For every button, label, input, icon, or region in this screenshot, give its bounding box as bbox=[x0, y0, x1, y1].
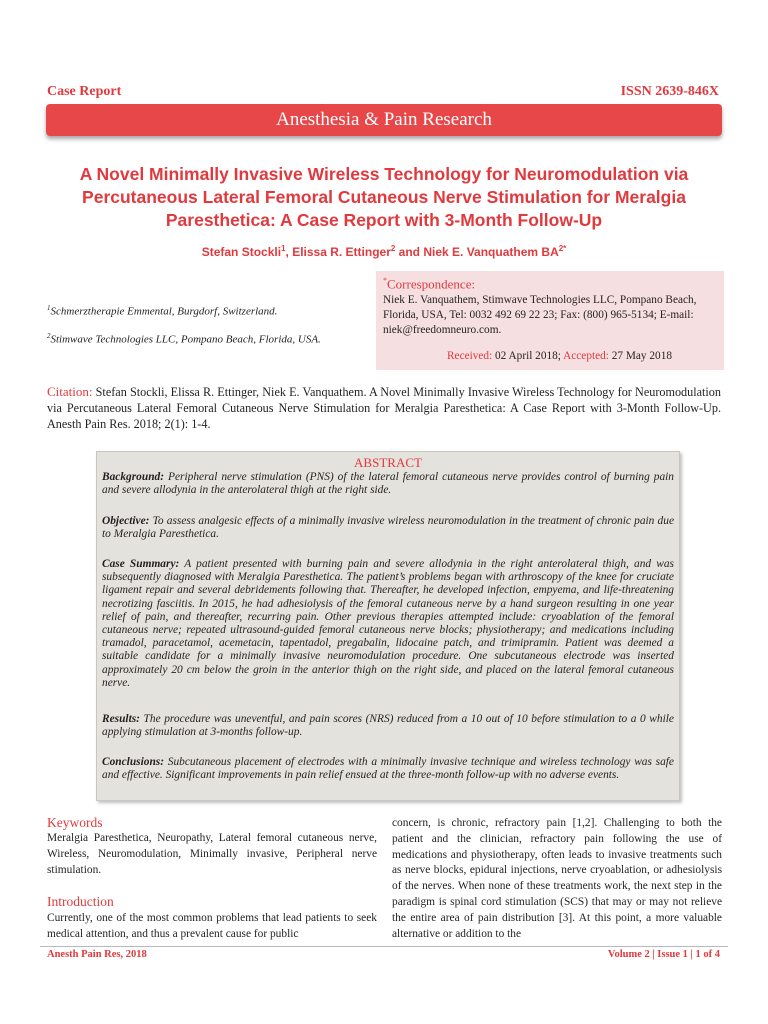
objective-label: Objective: bbox=[102, 515, 150, 527]
affiliation-1 bbox=[47, 304, 277, 318]
correspondence-heading: *Correspondence: bbox=[383, 276, 476, 292]
abstract-case-summary: Case Summary: A patient presented with burning pain and severe allodynia in the right anterolateral thigh, and was subsequently diagnosed with Meralgia Paresthetica. The patient’s problems began with arthroscopy of the knee for cruciate ligament repair and several debridements following that. Thereafter, he developed infection, empyema, and life-threatening necrotizing fasciitis. In 2015, he had adhesiolysis of the femoral cutaneous nerve by a hand surgeon resulting in one year relief of pain, and thereafter, recurring pain. Other previous therapies attempted include: cryoablation of the femoral cutaneous nerve; repeated ultrasound-guided femoral cutaneous nerve blocks; physiotherapy; and medications including tramadol, paracetamol, acemetacin, tapentadol, pregabalin, lidocaine patch, and trimipramin. Patient was deemed a suitable candidate for a minimally invasive neuromodulation procedure. One subcutaneous electrode was inserted approximately 20 cm below the groin in the anterior thigh on the right side, and placed on the lateral femoral cutaneous nerve. bbox=[102, 558, 674, 689]
author-separator: , bbox=[285, 245, 293, 259]
correspondence-box bbox=[376, 271, 724, 370]
author-separator: and bbox=[395, 245, 424, 259]
abstract-results: Results: The procedure was uneventful, and pain scores (NRS) reduced from a 10 out of 10 before stimulation to a 0 while applying stimulation at 3-months follow-up. bbox=[102, 713, 674, 739]
footer-page-info: Volume 2 | Issue 1 | 1 of 4 bbox=[607, 949, 720, 960]
author-3: Niek E. Vanquathem BA bbox=[423, 245, 559, 259]
affiliation-text: Stimwave Technologies LLC, Pompano Beach, Florida, USA. bbox=[50, 333, 321, 346]
correspondence-asterisk: * bbox=[383, 276, 387, 285]
journal-banner: Anesthesia & Pain Research bbox=[46, 104, 722, 136]
issn: ISSN 2639-846X bbox=[620, 84, 719, 99]
accepted-label: Accepted: bbox=[563, 350, 609, 362]
footer-divider bbox=[40, 946, 728, 947]
correspondence-details: Niek E. Vanquathem, Stimwave Technologies LLC, Pompano Beach, Florida, USA, Tel: 0032 492 69 22 23; Fax: (800) 965-5134; E-mail: niek@freedomneuro.com. bbox=[383, 294, 697, 336]
author-1: Stefan Stockli bbox=[201, 245, 282, 259]
introduction-text-left: Currently, one of the most common problems that lead patients to seek medical attention, and thus a prevalent cause for public bbox=[47, 912, 377, 940]
received-label: Received: bbox=[447, 350, 493, 362]
affiliation-text: Schmerztherapie Emmental, Burgdorf, Switzerland. bbox=[50, 305, 278, 318]
abstract-conclusions: Conclusions: Subcutaneous placement of electrodes with a minimally invasive technique and wireless technology was safe and effective. Significant improvements in pain relief ensued at the three-month follow-up with no adverse events. bbox=[102, 756, 674, 782]
article-title: A Novel Minimally Invasive Wireless Technology for Neuromodulation via Percutaneous Lateral Femoral Cutaneous Nerve Stimulation for Meralgia Paresthetica: A Case Report with 3-Month Follow-Up bbox=[79, 164, 689, 230]
accepted-date: 27 May 2018 bbox=[608, 350, 672, 362]
footer-journal-citation: Anesth Pain Res, 2018 bbox=[47, 949, 147, 960]
affiliation-2 bbox=[47, 332, 321, 346]
abstract-background: Background: Peripheral nerve stimulation (PNS) of the lateral femoral cutaneous nerve provides control of burning pain and severe allodynia in the anterolateral thigh at the right side. bbox=[102, 471, 674, 497]
author-list bbox=[40, 244, 728, 259]
keywords-heading: Keywords bbox=[47, 815, 103, 830]
author-2: Elissa R. Ettinger bbox=[292, 245, 391, 259]
citation bbox=[47, 384, 721, 432]
article-dates bbox=[447, 350, 672, 362]
keywords-text: Meralgia Paresthetica, Neuropathy, Lateral femoral cutaneous nerve, Wireless, Neuromodulation, Minimally invasive, Peripheral nerve stimulation. bbox=[47, 832, 377, 876]
article-type: Case Report bbox=[47, 84, 122, 99]
results-label: Results: bbox=[102, 713, 140, 725]
citation-text: Stefan Stockli, Elissa R. Ettinger, Niek E. Vanquathem. A Novel Minimally Invasive Wireless Technology for Neuromodulation via Percutaneous Lateral Femoral Cutaneous Nerve Stimulation for Meralgia Paresthetica: A Case Report with 3-Month Follow-Up. Anesth Pain Res. 2018; 2(1): 1-4. bbox=[47, 385, 721, 431]
affiliation-number: 2 bbox=[47, 332, 51, 340]
case-summary-label: Case Summary: bbox=[102, 558, 180, 570]
author-2-affil: 2 bbox=[390, 244, 396, 253]
affiliation-number: 1 bbox=[47, 304, 51, 312]
header-line bbox=[47, 84, 719, 102]
introduction-text-right: concern, is chronic, refractory pain [1,2]. Challenging to both the patient and the clinician, refractory pain following the use of medications and physiotherapy, often leads to invasive treatments such as nerve blocks, epidural injections, nerve cryoablation, or adhesiolysis of the nerves. When none of these treatments work, the next step in the paradigm is spinal cord stimulation (SCS) that may or may not relieve the entire area of pain distribution [3]. At this point, a more valuable alternative or addition to the bbox=[392, 817, 722, 940]
citation-label: Citation: bbox=[47, 384, 93, 399]
abstract-objective: Objective: To assess analgesic effects of a minimally invasive wireless neuromodulation in the treatment of chronic pain due to Meralgia Paresthetica. bbox=[102, 515, 674, 541]
background-label: Background: bbox=[102, 471, 165, 483]
author-3-affil: 2* bbox=[558, 244, 567, 253]
conclusions-label: Conclusions: bbox=[102, 756, 165, 768]
introduction-heading: Introduction bbox=[47, 894, 114, 909]
abstract-box bbox=[96, 451, 680, 801]
abstract-heading: ABSTRACT bbox=[354, 455, 422, 470]
author-1-affil: 1 bbox=[281, 244, 286, 253]
received-date: 02 April 2018; bbox=[492, 350, 564, 362]
